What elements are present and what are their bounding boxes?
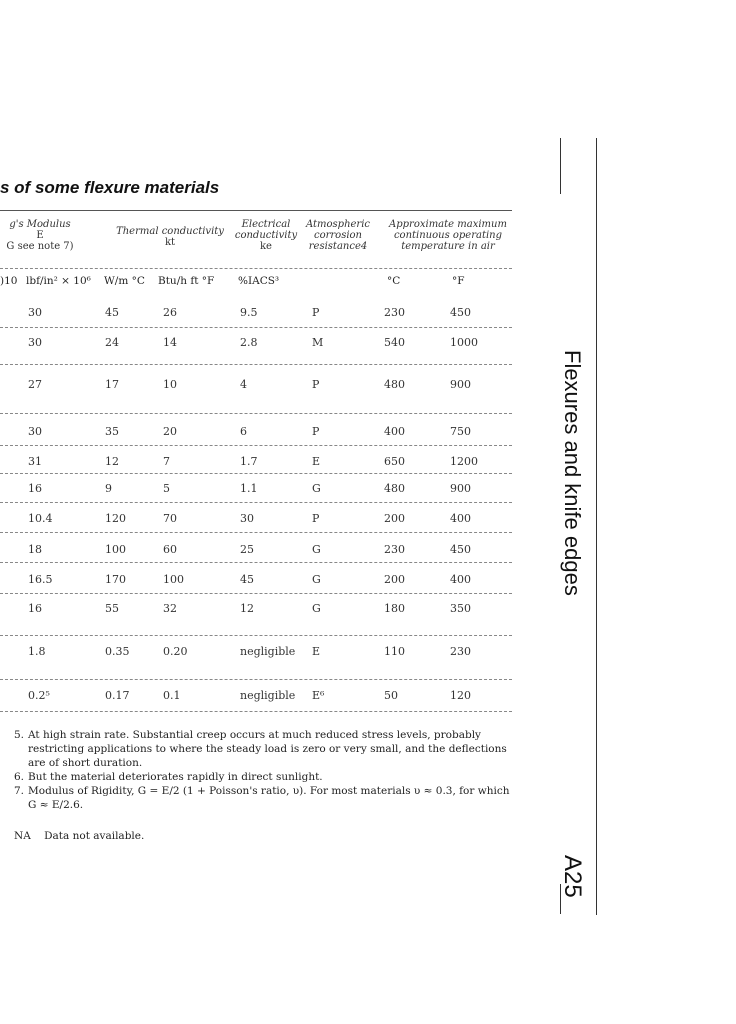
header-thermal-conductivity — [110, 226, 230, 248]
cell-thermal-imperial: 5 — [163, 482, 170, 495]
cell-youngs-modulus: 0.2⁵ — [28, 689, 50, 702]
cell-electrical-conductivity: 6 — [240, 425, 247, 438]
row-separator — [0, 562, 512, 563]
cell-corrosion-resistance: P — [312, 512, 320, 525]
cell-temp-celsius: 50 — [384, 689, 398, 702]
cell-corrosion-resistance: M — [312, 336, 324, 349]
footnote-number: 6. — [14, 771, 25, 783]
na-note — [14, 830, 144, 842]
cell-temp-fahrenheit: 450 — [450, 543, 471, 556]
cell-youngs-modulus: 18 — [28, 543, 42, 556]
cell-electrical-conductivity: 45 — [240, 573, 254, 586]
margin-line-right — [596, 138, 597, 915]
cell-thermal-si: 9 — [105, 482, 112, 495]
row-separator — [0, 593, 512, 594]
header-atmospheric-corrosion — [300, 219, 376, 252]
footnote-6 — [14, 770, 514, 784]
row-separator — [0, 445, 512, 446]
header-youngs-line3: G see note 7) — [6, 241, 74, 252]
footnote-text: Modulus of Rigidity, G = E/2 (1 + Poisson's ratio, υ). For most materials υ ≈ 0.3, for which G ≈ E/2.6. — [28, 785, 510, 811]
cell-corrosion-resistance: E — [312, 455, 321, 468]
cell-temp-fahrenheit: 900 — [450, 482, 471, 495]
cell-youngs-modulus: 30 — [28, 306, 42, 319]
unit-temp-fahrenheit: °F — [452, 275, 465, 287]
cell-temp-celsius: 650 — [384, 455, 405, 468]
cell-thermal-imperial: 7 — [163, 455, 170, 468]
cell-thermal-si: 45 — [105, 306, 119, 319]
unit-youngs-imperial: lbf/in² × 10⁶ — [26, 275, 91, 287]
header-youngs-line2: E — [36, 230, 44, 241]
header-max-temperature — [380, 219, 516, 252]
margin-line-left-upper — [560, 138, 561, 194]
cell-thermal-imperial: 20 — [163, 425, 177, 438]
row-separator — [0, 635, 512, 636]
cell-youngs-modulus: 30 — [28, 336, 42, 349]
cell-electrical-conductivity: 30 — [240, 512, 254, 525]
unit-electrical: %IACS³ — [238, 275, 280, 287]
footnote-number: 5. — [14, 729, 25, 741]
row-separator — [0, 502, 512, 503]
cell-thermal-si: 12 — [105, 455, 119, 468]
cell-youngs-modulus: 31 — [28, 455, 42, 468]
header-atmospheric-line3: resistance4 — [308, 241, 368, 252]
cell-temp-fahrenheit: 900 — [450, 378, 471, 391]
cell-thermal-si: 100 — [105, 543, 126, 556]
cell-temp-celsius: 480 — [384, 378, 405, 391]
header-electrical-line2: conductivity — [234, 230, 298, 241]
cell-thermal-imperial: 32 — [163, 602, 177, 615]
cell-thermal-imperial: 70 — [163, 512, 177, 525]
unit-thermal-si: W/m °C — [104, 275, 145, 287]
table-top-rule — [0, 210, 512, 211]
cell-temp-celsius: 230 — [384, 306, 405, 319]
cell-electrical-conductivity: negligible — [240, 645, 296, 658]
cell-corrosion-resistance: E⁶ — [312, 689, 325, 702]
cell-corrosion-resistance: P — [312, 425, 320, 438]
unit-youngs-si: )10 — [0, 275, 18, 287]
cell-temp-celsius: 200 — [384, 512, 405, 525]
cell-temp-celsius: 480 — [384, 482, 405, 495]
header-atmospheric-line2: corrosion — [314, 230, 362, 241]
cell-thermal-si: 17 — [105, 378, 119, 391]
cell-electrical-conductivity: 12 — [240, 602, 254, 615]
footnote-5 — [14, 728, 514, 770]
footnote-text: But the material deteriorates rapidly in direct sunlight. — [28, 771, 323, 783]
cell-temp-fahrenheit: 1000 — [450, 336, 478, 349]
header-temperature-line3: temperature in air — [401, 241, 495, 252]
na-text: Data not available. — [44, 830, 145, 842]
cell-thermal-si: 55 — [105, 602, 119, 615]
cell-corrosion-resistance: E — [312, 645, 321, 658]
row-separator — [0, 679, 512, 680]
side-section-title: Flexures and knife edges — [560, 350, 585, 596]
cell-corrosion-resistance: G — [312, 543, 321, 556]
header-thermal-sub: kt — [164, 237, 176, 248]
cell-electrical-conductivity: 1.1 — [240, 482, 258, 495]
cell-youngs-modulus: 16 — [28, 602, 42, 615]
cell-thermal-imperial: 60 — [163, 543, 177, 556]
cell-corrosion-resistance: G — [312, 602, 321, 615]
cell-corrosion-resistance: G — [312, 573, 321, 586]
cell-thermal-imperial: 14 — [163, 336, 177, 349]
cell-temp-fahrenheit: 350 — [450, 602, 471, 615]
row-separator — [0, 532, 512, 533]
cell-temp-fahrenheit: 450 — [450, 306, 471, 319]
cell-temp-fahrenheit: 230 — [450, 645, 471, 658]
cell-temp-celsius: 230 — [384, 543, 405, 556]
cell-thermal-si: 120 — [105, 512, 126, 525]
cell-temp-celsius: 180 — [384, 602, 405, 615]
header-temperature-line2: continuous operating — [393, 230, 503, 241]
cell-electrical-conductivity: 9.5 — [240, 306, 258, 319]
cell-thermal-imperial: 0.1 — [163, 689, 181, 702]
cell-electrical-conductivity: 4 — [240, 378, 247, 391]
cell-temp-fahrenheit: 1200 — [450, 455, 478, 468]
cell-corrosion-resistance: G — [312, 482, 321, 495]
header-electrical-line1: Electrical — [241, 219, 291, 230]
cell-corrosion-resistance: P — [312, 306, 320, 319]
cell-youngs-modulus: 1.8 — [28, 645, 46, 658]
cell-temp-celsius: 200 — [384, 573, 405, 586]
cell-thermal-si: 170 — [105, 573, 126, 586]
footnote-text: At high strain rate. Substantial creep occurs at much reduced stress levels, probably restricting applications to where the steady load is zero or very small, and the deflections are of short duration. — [28, 729, 507, 769]
row-separator — [0, 413, 512, 414]
header-electrical-sub: ke — [260, 241, 272, 252]
footnotes — [14, 728, 514, 812]
cell-youngs-modulus: 30 — [28, 425, 42, 438]
cell-electrical-conductivity: 25 — [240, 543, 254, 556]
cell-thermal-si: 35 — [105, 425, 119, 438]
cell-thermal-imperial: 100 — [163, 573, 184, 586]
row-separator — [0, 711, 512, 712]
unit-thermal-imperial: Btu/h ft °F — [158, 275, 215, 287]
cell-youngs-modulus: 16.5 — [28, 573, 53, 586]
cell-electrical-conductivity: negligible — [240, 689, 296, 702]
table-title: s of some flexure materials — [0, 178, 220, 197]
footnote-number: 7. — [14, 785, 25, 797]
na-abbreviation: NA — [14, 830, 31, 842]
unit-temp-celsius: °C — [387, 275, 401, 287]
cell-thermal-si: 0.17 — [105, 689, 130, 702]
cell-temp-celsius: 110 — [384, 645, 405, 658]
header-youngs-line1: g's Modulus — [9, 219, 71, 230]
cell-temp-fahrenheit: 400 — [450, 512, 471, 525]
cell-temp-fahrenheit: 400 — [450, 573, 471, 586]
cell-temp-fahrenheit: 750 — [450, 425, 471, 438]
row-separator — [0, 473, 512, 474]
cell-thermal-si: 0.35 — [105, 645, 130, 658]
header-atmospheric-line1: Atmospheric — [305, 219, 371, 230]
header-youngs-modulus — [0, 219, 80, 252]
header-electrical-conductivity — [234, 219, 298, 252]
cell-temp-celsius: 540 — [384, 336, 405, 349]
cell-youngs-modulus: 16 — [28, 482, 42, 495]
cell-youngs-modulus: 27 — [28, 378, 42, 391]
footnote-7 — [14, 784, 514, 812]
cell-thermal-imperial: 10 — [163, 378, 177, 391]
row-separator — [0, 364, 512, 365]
cell-thermal-si: 24 — [105, 336, 119, 349]
header-thermal-line1: Thermal conductivity — [116, 226, 224, 237]
header-temperature-line1: Approximate maximum — [389, 219, 507, 230]
cell-electrical-conductivity: 2.8 — [240, 336, 258, 349]
cell-thermal-imperial: 26 — [163, 306, 177, 319]
cell-thermal-imperial: 0.20 — [163, 645, 188, 658]
cell-electrical-conductivity: 1.7 — [240, 455, 258, 468]
page-number: A25 — [559, 855, 586, 898]
cell-corrosion-resistance: P — [312, 378, 320, 391]
header-rule — [0, 268, 512, 269]
row-separator — [0, 327, 512, 328]
cell-temp-fahrenheit: 120 — [450, 689, 471, 702]
cell-temp-celsius: 400 — [384, 425, 405, 438]
cell-youngs-modulus: 10.4 — [28, 512, 53, 525]
